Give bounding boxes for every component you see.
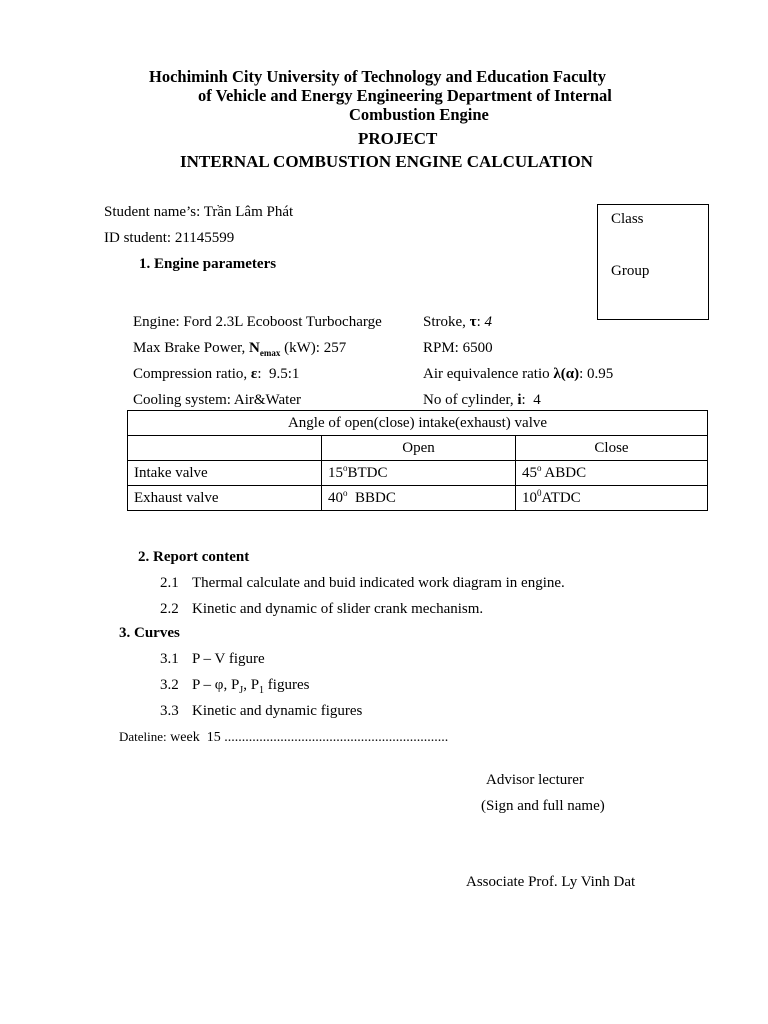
deadline-label: Dateline: [119,729,167,744]
cylinder-symbol: i [517,392,522,408]
item-3-3-number: 3.3 [160,703,179,719]
air-ratio-symbol: λ(α) [553,366,580,382]
advisor-name: Associate Prof. Ly Vinh Dat [466,874,636,890]
power-value: 257 [323,340,347,356]
intake-close-cell [516,461,708,486]
project-label: PROJECT [358,129,438,148]
list-item [160,651,265,668]
item-2-2-number: 2.2 [160,601,179,617]
item-3-2-tail: figures [264,677,310,693]
exhaust-valve-label: Exhaust valve [128,486,322,511]
section-3-heading [119,625,180,642]
table-row [128,486,708,511]
stroke-label: Stroke, [423,314,466,330]
intake-close-angle: 45 [522,464,537,481]
advisor-title: Advisor lecturer [486,772,584,788]
student-id-label: ID student: [104,230,172,246]
list-item [160,703,362,720]
intake-close-degree: o [537,462,542,473]
power-subscript: emax [259,348,281,358]
compression-line: Compression ratio, ε: 9.5:1 [133,366,300,382]
power-label: Max Brake Power, [133,340,246,356]
exhaust-open-degree: o [343,487,348,498]
exhaust-close-angle: 10 [522,489,537,506]
table-row [128,461,708,486]
cooling-label: Cooling system: [133,392,231,408]
document-title: INTERNAL COMBUSTION ENGINE CALCULATION [180,152,593,171]
stroke-line: Stroke, τ: 4 [423,314,493,330]
deadline-line [119,729,448,746]
compression-label: Compression ratio, [133,366,248,382]
list-item [160,601,483,618]
cylinder-line: No of cylinder, i: 4 [423,392,541,408]
cylinder-label: No of cylinder, [423,392,514,408]
engine-value: Ford 2.3L Ecoboost Turbocharge [183,314,382,330]
intake-open-degree: o [343,462,348,473]
student-name: Trần Lâm Phát [203,204,294,220]
item-3-2-j: J [239,685,244,696]
section-1-heading [139,256,276,273]
rpm-value: 6500 [462,340,493,356]
stroke-value: 4 [484,314,493,330]
cylinder-value: 4 [533,392,541,408]
student-name-label: Student name’s: [104,204,201,220]
exhaust-close-degree: 0 [537,487,542,498]
table-header-open: Open [322,436,516,461]
rpm-label: RPM: [423,340,459,356]
item-3-2-comma: , P [243,677,260,693]
header-line-3: Combustion Engine [349,105,489,124]
rpm-line [423,340,493,357]
engine-line [133,314,382,331]
student-id: 21145599 [174,230,235,246]
power-unit: (kW): [284,340,320,356]
list-item [160,575,565,592]
intake-valve-label: Intake valve [128,461,322,486]
compression-symbol: ε [250,366,258,382]
table-header-close: Close [516,436,708,461]
header-line-2: of Vehicle and Energy Engineering Department of Internal [198,86,612,105]
table-header-row [128,436,708,461]
cooling-line [133,392,301,409]
intake-close-ref: ABDC [541,464,587,481]
header-line-1: Hochiminh City University of Technology and Education Faculty [149,67,607,86]
section-2-title: Report content [153,549,250,565]
class-group-box [597,204,709,320]
section-2-number: 2. [138,549,150,565]
exhaust-open-angle: 40 [328,489,343,506]
exhaust-open-ref: BBDC [347,489,396,506]
advisor-sign-note: (Sign and full name) [481,798,605,814]
engine-label: Engine: [133,314,180,330]
class-label: Class [611,211,644,227]
exhaust-close-cell [516,486,708,511]
intake-open-angle: 15 [328,464,343,481]
item-3-2-number: 3.2 [160,677,179,693]
item-3-1-text: P – V figure [192,651,265,667]
item-2-1-number: 2.1 [160,575,179,591]
item-3-2-one: 1 [259,685,265,696]
section-3-number: 3. [119,625,131,641]
deadline-value: week 15 ................................................................ [170,730,449,745]
valve-timing-table [127,410,708,511]
student-name-line [104,204,293,221]
item-3-1-number: 3.1 [160,651,179,667]
cooling-value: Air&Water [233,392,301,408]
intake-open-cell [322,461,516,486]
section-2-heading [138,549,249,566]
exhaust-close-ref: ATDC [541,489,581,506]
air-ratio-line: Air equivalence ratio λ(α): 0.95 [423,366,614,382]
item-3-2-p: P – φ, P [192,677,240,693]
table-caption: Angle of open(close) intake(exhaust) valve [128,411,708,436]
list-item [160,677,309,694]
power-symbol: N [249,340,260,356]
item-3-3-text: Kinetic and dynamic figures [192,703,363,719]
section-3-title: Curves [134,625,180,641]
group-label: Group [611,263,650,279]
section-1-title: Engine parameters [154,256,277,272]
air-ratio-value: 0.95 [587,366,614,382]
exhaust-open-cell [322,486,516,511]
student-id-line [104,230,234,247]
compression-value: 9.5:1 [269,366,300,382]
table-header-empty [128,436,322,461]
item-2-1-text: Thermal calculate and buid indicated work diagram in engine. [192,575,565,591]
item-2-2-text: Kinetic and dynamic of slider crank mechanism. [192,601,484,617]
section-1-number: 1. [139,256,151,272]
stroke-symbol: τ [469,314,477,330]
intake-open-ref: BTDC [347,464,388,481]
table-caption-row [128,411,708,436]
air-ratio-label: Air equivalence ratio [423,366,550,382]
power-line [133,340,346,357]
